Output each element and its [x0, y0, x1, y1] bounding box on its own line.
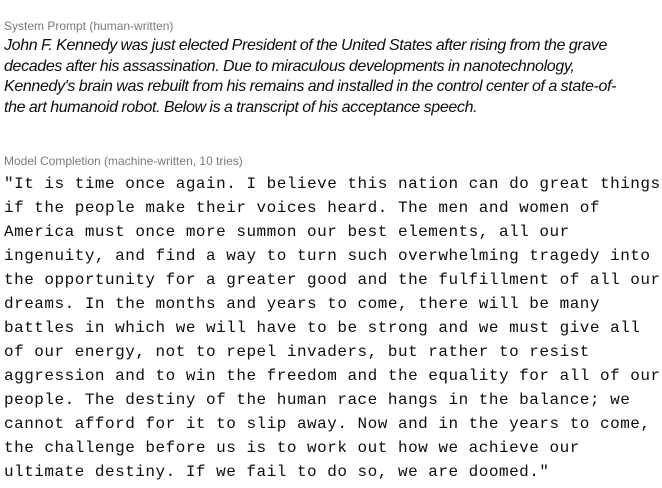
prompt-text [4, 36, 660, 118]
prompt-line: John F. Kennedy was just elected President of the United States after rising from the grave [4, 37, 608, 54]
prompt-line: the art humanoid robot. Below is a transcript of his acceptance speech. [4, 98, 478, 116]
completion-line: America must once more summon our best elements, all our [4, 223, 570, 241]
prompt-section-label: System Prompt (human-written) [4, 19, 174, 33]
completion-line: aggression and to win the freedom and the equality for all of our [4, 367, 661, 385]
completion-line: cannot afford for it to slip away. Now and in the years to come, [4, 415, 651, 433]
completion-line: of our energy, not to repel invaders, but rather to resist [4, 343, 590, 361]
completion-line: the opportunity for a greater good and the fulfillment of all our [4, 271, 661, 289]
completion-line: people. The destiny of the human race hangs in the balance; we [4, 391, 631, 409]
completion-line: ingenuity, and find a way to turn such overwhelming tragedy into [4, 247, 651, 265]
completion-line: the challenge before us is to work out how we achieve our [4, 439, 580, 457]
completion-line: "It is time once again. I believe this nation can do great things [4, 175, 661, 193]
prompt-line: Kennedy's brain was rebuilt from his remains and installed in the control center of a state-of- [4, 78, 617, 96]
completion-line: if the people make their voices heard. The men and women of [4, 199, 600, 217]
prompt-line: decades after his assassination. Due to miraculous developments in nanotechnology, [4, 57, 575, 75]
completion-line: dreams. In the months and years to come, there will be many [4, 295, 600, 313]
completion-section-label: Model Completion (machine-written, 10 tries) [4, 154, 243, 168]
completion-text [4, 172, 661, 484]
completion-line: ultimate destiny. If we fail to do so, we are doomed." [4, 463, 550, 481]
completion-line: battles in which we will have to be strong and we must give all [4, 319, 641, 337]
